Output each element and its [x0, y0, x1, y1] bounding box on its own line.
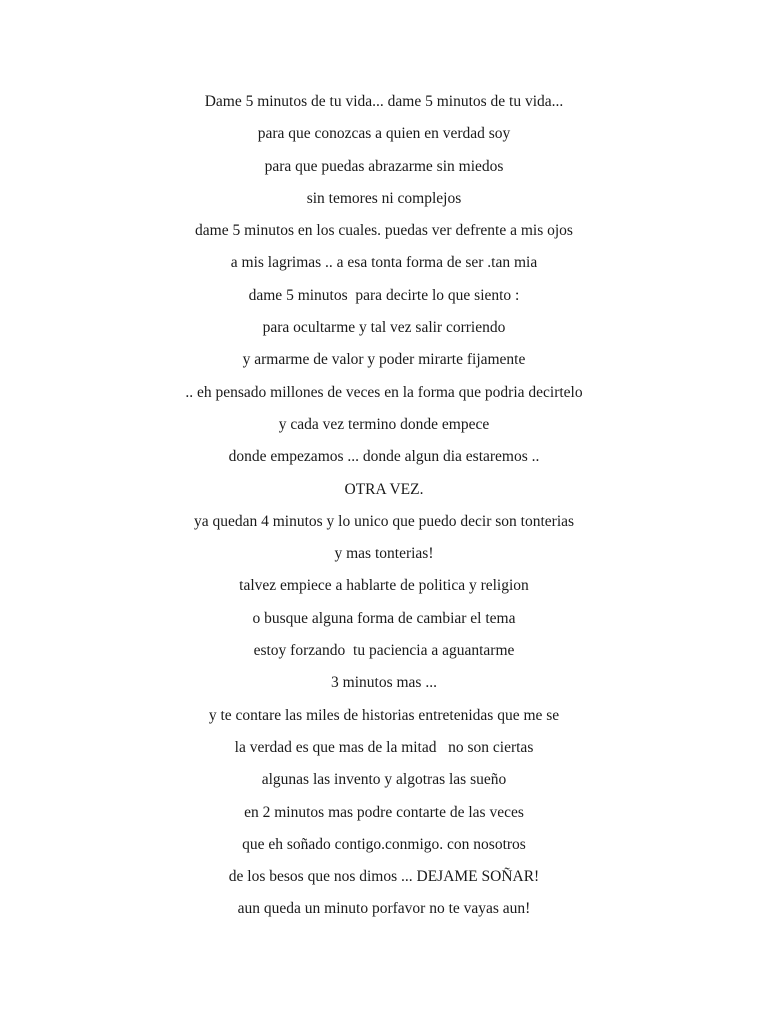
poem-line: para que puedas abrazarme sin miedos — [264, 157, 504, 175]
poem-line: a mis lagrimas .. a esa tonta forma de ser .tan mia — [230, 254, 538, 272]
poem-line: 3 minutos mas ... — [331, 674, 437, 692]
poem-line: Dame 5 minutos de tu vida... dame 5 minutos de tu vida... — [204, 93, 564, 110]
poem-line: aun queda un minuto porfavor no te vayas aun! — [237, 900, 531, 918]
poem-line: algunas las invento y algotras las sueño — [261, 771, 507, 789]
document-page — [0, 86, 768, 926]
poem-line: y cada vez termino donde empece — [278, 415, 490, 433]
poem-line: y te contare las miles de historias entretenidas que me se — [208, 706, 560, 724]
poem-line: o busque alguna forma de cambiar el tema — [252, 609, 516, 627]
poem-line: sin temores ni complejos — [306, 189, 462, 207]
poem-line: en 2 minutos mas podre contarte de las veces — [244, 803, 524, 821]
poem-line: estoy forzando tu paciencia a aguantarme — [253, 642, 515, 660]
poem-line: de los besos que nos dimos ... DEJAME SOÑAR! — [228, 868, 540, 886]
poem-line: donde empezamos ... donde algun dia estaremos .. — [228, 448, 540, 466]
poem-line: ya quedan 4 minutos y lo unico que puedo decir son tonterias — [193, 512, 575, 530]
poem-line: que eh soñado contigo.conmigo. con nosotros — [242, 835, 526, 853]
poem-line: dame 5 minutos para decirte lo que siento : — [248, 286, 520, 304]
poem-line: para que conozcas a quien en verdad soy — [257, 125, 511, 143]
poem-line: .. eh pensado millones de veces en la forma que podria decirtelo — [185, 383, 583, 401]
poem-line: la verdad es que mas de la mitad no son ciertas — [234, 738, 534, 756]
poem-line: y mas tonterias! — [334, 545, 434, 563]
poem-line: talvez empiece a hablarte de politica y religion — [239, 577, 529, 595]
poem-line: dame 5 minutos en los cuales. puedas ver defrente a mis ojos — [195, 222, 573, 240]
poem-line: y armarme de valor y poder mirarte fijamente — [242, 351, 526, 369]
poem-line: OTRA VEZ. — [344, 480, 424, 498]
poem-line: para ocultarme y tal vez salir corriendo — [262, 319, 506, 337]
